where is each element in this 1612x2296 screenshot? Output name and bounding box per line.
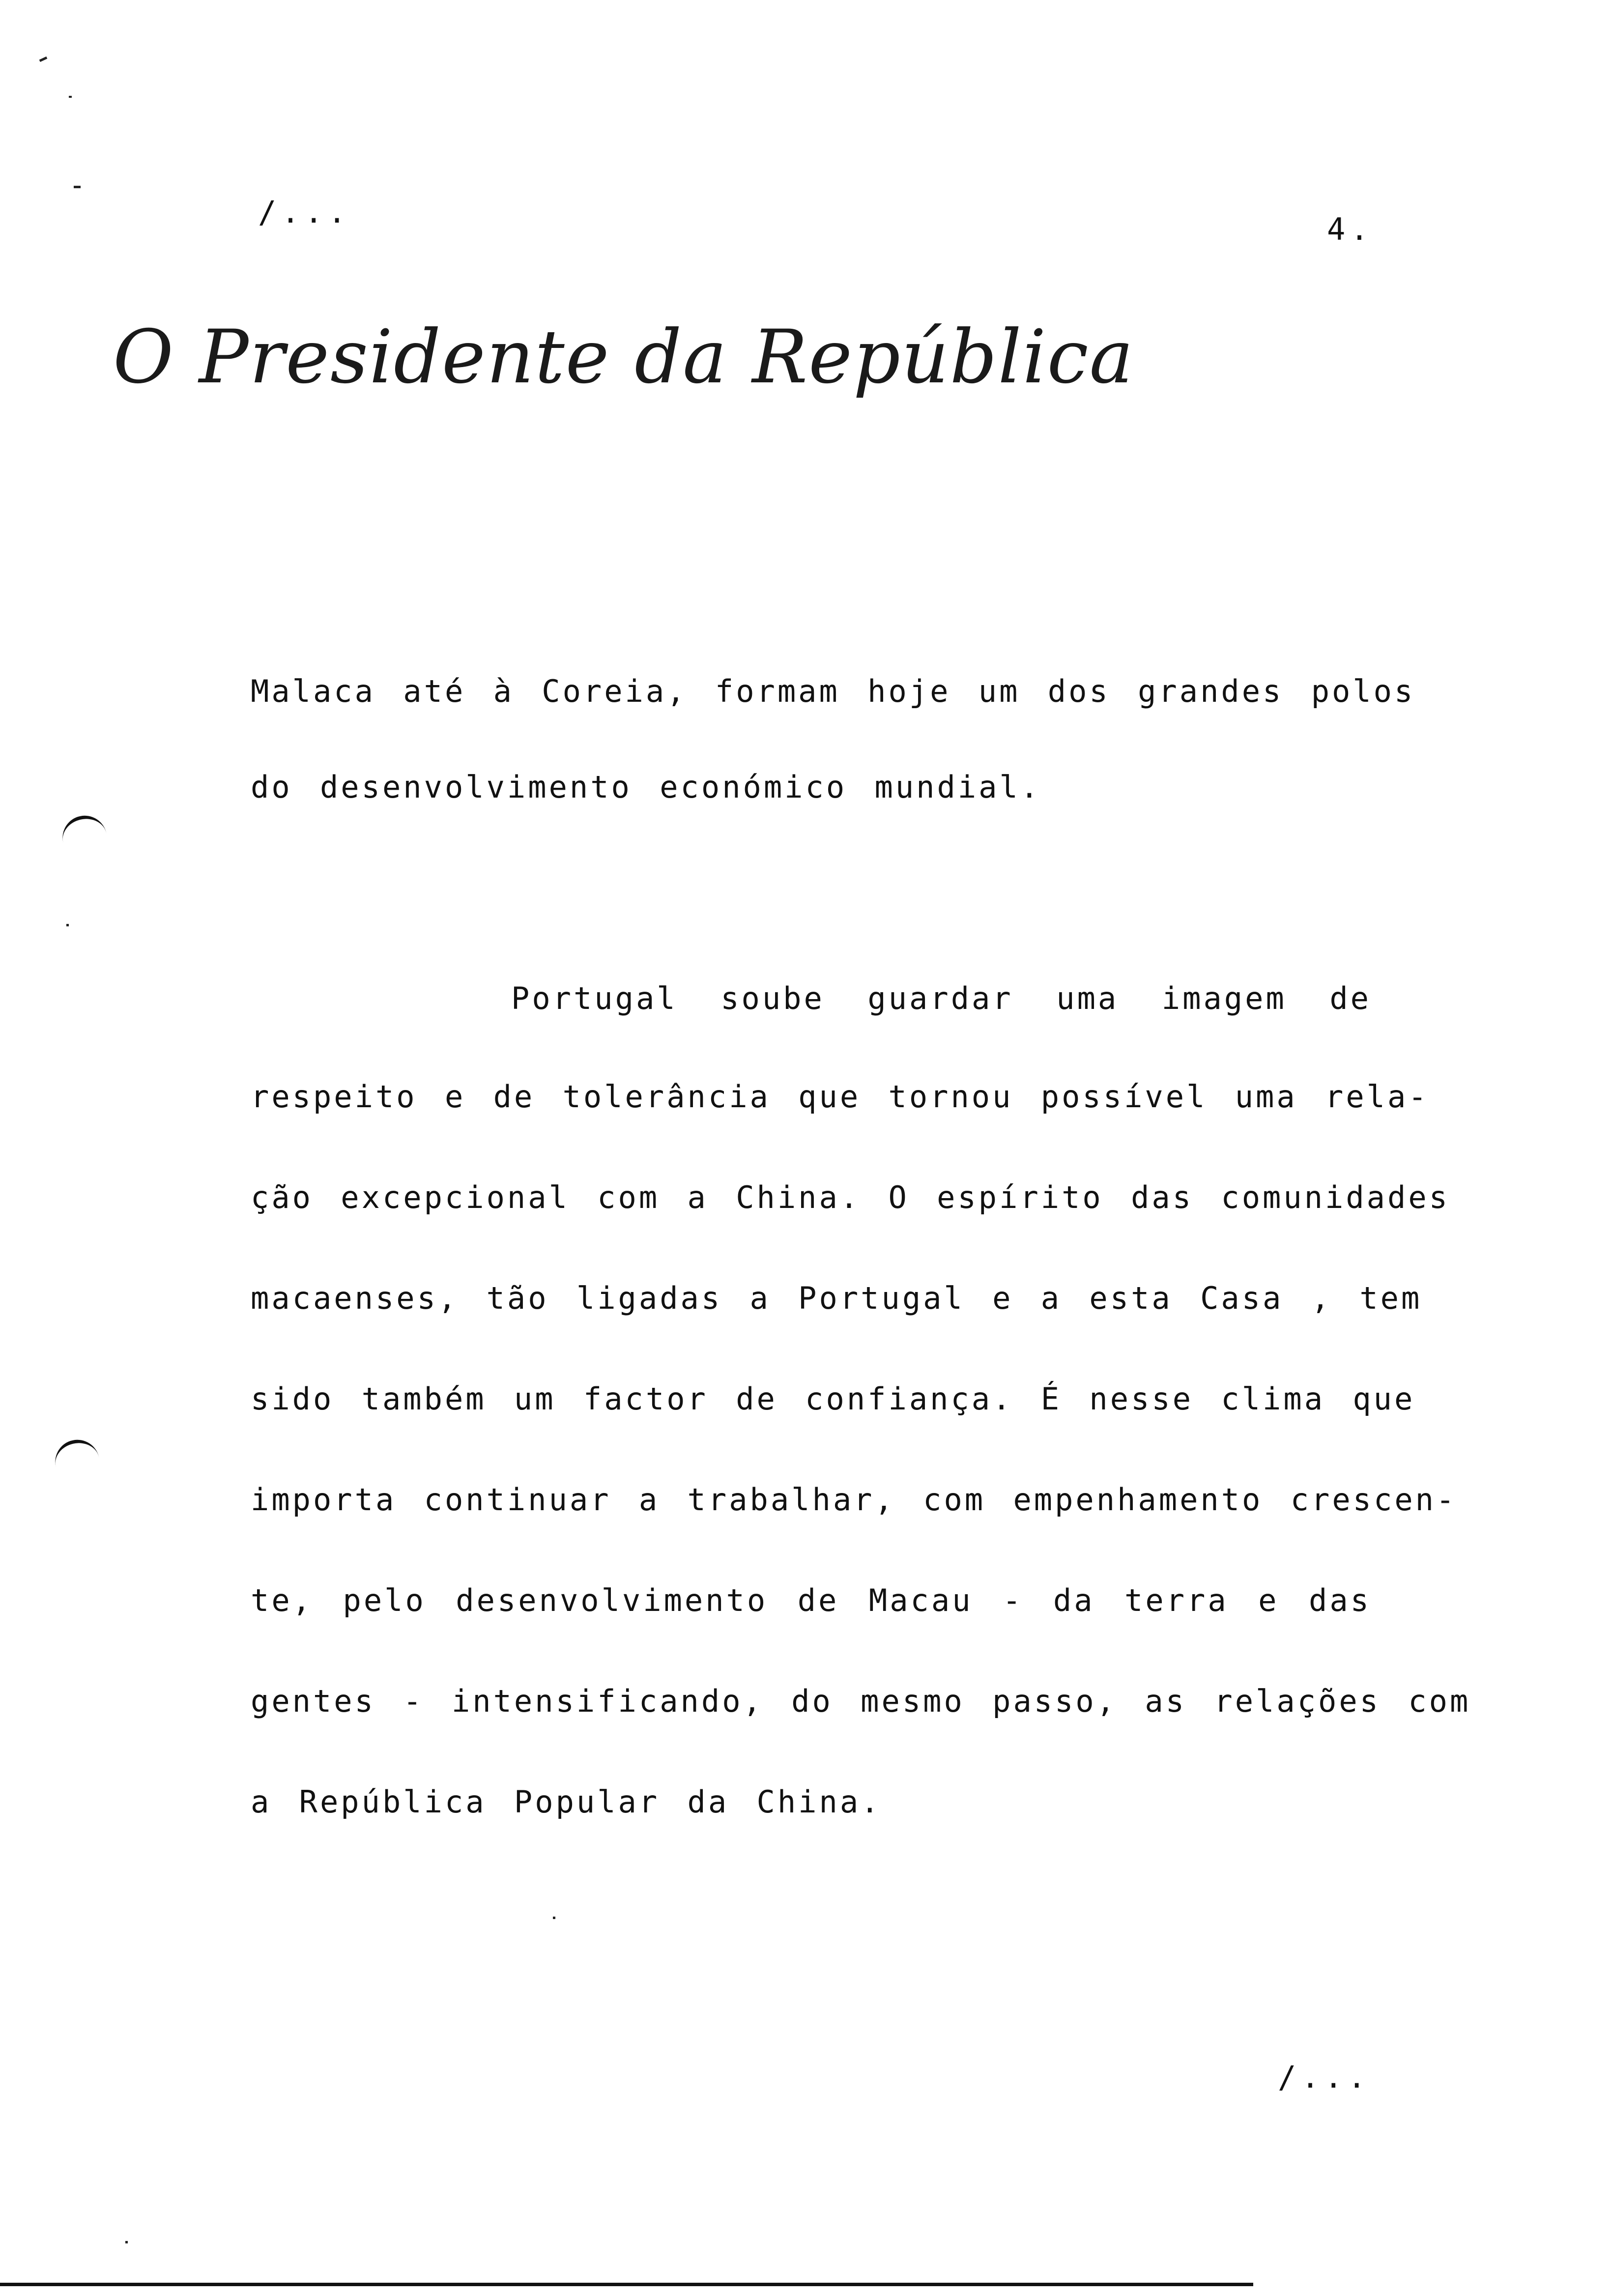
scan-speck: [39, 57, 48, 62]
text-line: importa continuar a trabalhar, com empenhamento crescen-: [251, 1482, 1457, 1518]
text-line: sido também um factor de confiança. É nesse clima que: [251, 1381, 1415, 1417]
text-line: respeito e de tolerância que tornou possível uma rela-: [251, 1079, 1429, 1115]
scan-speck: [69, 96, 72, 98]
scan-speck: [66, 924, 69, 926]
letterhead-signature-logo: O Presidente da República: [113, 315, 1135, 400]
text-line: ção excepcional com a China. O espírito das comunidades: [251, 1179, 1450, 1215]
punch-hole-mark: [51, 1435, 101, 1477]
continuation-marker-top: /...: [258, 194, 351, 230]
scan-speck: [125, 2241, 128, 2243]
bottom-edge-rule: [0, 2283, 1253, 2286]
text-line: gentes - intensificando, do mesmo passo, as relações com: [251, 1683, 1471, 1719]
punch-hole-mark: [58, 811, 109, 853]
text-line: Portugal soube guardar uma imagem de: [511, 980, 1371, 1016]
text-line: do desenvolvimento económico mundial.: [251, 769, 1041, 805]
text-line: te, pelo desenvolvimento de Macau - da terra e das: [251, 1582, 1371, 1618]
page-number: 4.: [1327, 211, 1374, 247]
text-line: Malaca até à Coreia, formam hoje um dos grandes polos: [251, 673, 1415, 709]
continuation-marker-bottom: /...: [1278, 2059, 1371, 2095]
text-line: a República Popular da China.: [251, 1784, 882, 1820]
scan-speck: [553, 1917, 555, 1919]
text-line: macaenses, tão ligadas a Portugal e a esta Casa , tem: [251, 1280, 1422, 1316]
scan-speck: [74, 186, 81, 188]
